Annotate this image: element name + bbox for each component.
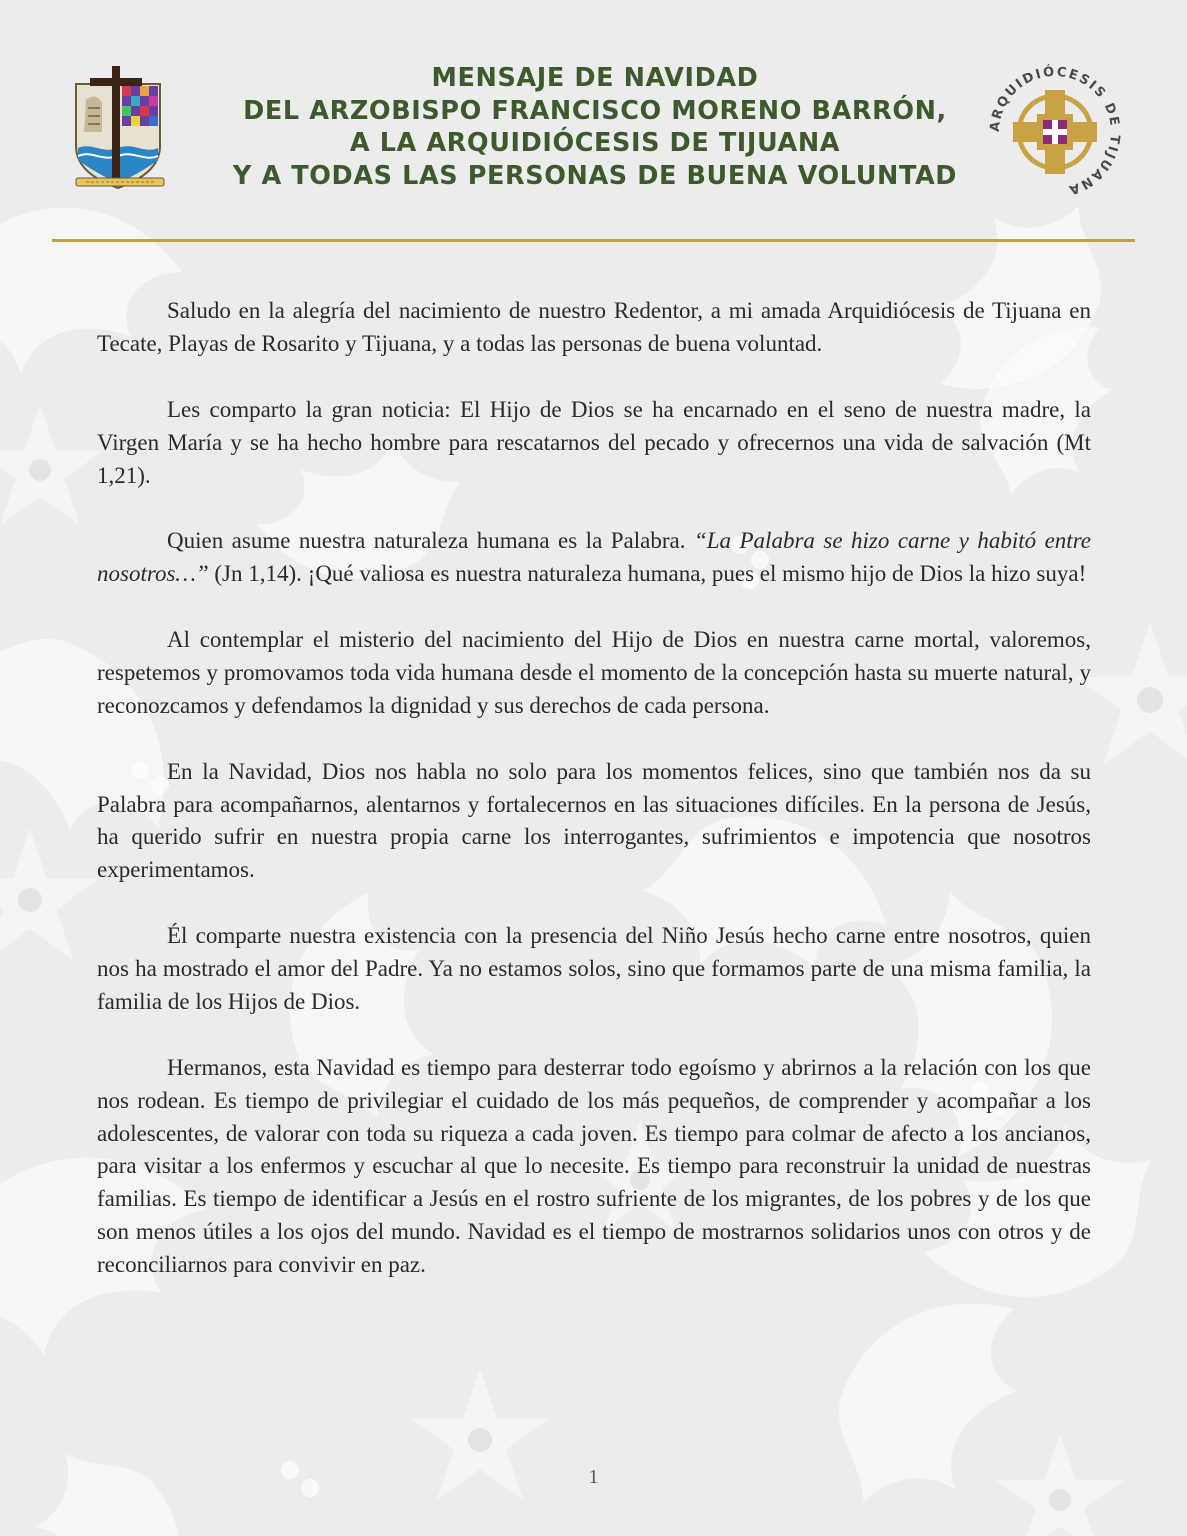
- page-title: [215, 62, 975, 192]
- header-divider: [52, 239, 1135, 242]
- svg-text:ARQUIDIÓCESIS DE TIJUANA: ARQUIDIÓCESIS DE TIJUANA: [987, 64, 1123, 198]
- page-number: 1: [588, 1466, 599, 1488]
- archbishop-coat-of-arms-icon: [62, 60, 174, 194]
- paragraph-6: Él comparte nuestra existencia con la presencia del Niño Jesús hecho carne entre nosotros, quien nos ha mostrado el amor del Padre. Ya no estamos solos, sino que formamos parte de una misma familia, la familia de los Hijos de Dios.: [97, 923, 1091, 1014]
- title-line-2: DEL ARZOBISPO FRANCISCO MORENO BARRÓN,: [243, 95, 947, 126]
- archdiocese-seal-icon: [986, 63, 1124, 201]
- title-line-3: A LA ARQUIDIÓCESIS DE TIJUANA: [349, 128, 841, 158]
- paragraph-1: Saludo en la alegría del nacimiento de nuestro Redentor, a mi amada Arquidiócesis de Tijuana en Tecate, Playas de Rosarito y Tijuana, y a todas las personas de buena voluntad.: [97, 298, 1091, 356]
- paragraph-7: Hermanos, esta Navidad es tiempo para desterrar todo egoísmo y abrirnos a la relación con los que nos rodean. Es tiempo de privilegiar el cuidado de los más pequeños, de comprender y acompañar a los adolescentes, de valorar con toda su riqueza a cada joven. Es tiempo para colmar de afecto a los ancianos, para visitar a los enfermos y escuchar al que lo necesite. Es tiempo para reconstruir la unidad de nuestras familias. Es tiempo de identificar a Jesús en el rostro sufriente de los migrantes, de los pobres y de los que son menos útiles a los ojos del mundo. Navidad es el tiempo de mostrarnos solidarios unos con otros y de reconciliarnos para convivir en paz.: [97, 1054, 1091, 1278]
- paragraph-4: Al contemplar el misterio del nacimiento del Hijo de Dios en nuestra carne mortal, valoremos, respetemos y promovamos toda vida humana desde el momento de la concepción hasta su muerte natural, y reconozcamos y defendamos la dignidad y sus derechos de cada persona.: [97, 627, 1091, 718]
- letter-header: [0, 0, 1187, 240]
- paragraph-3: [97, 525, 1091, 591]
- paragraph-5: En la Navidad, Dios nos habla no solo para los momentos felices, sino que también nos da su Palabra para acompañarnos, alentarnos y fortalecernos en las situaciones difíciles. En la persona de Jesús, ha querido sufrir en nuestra propia carne los interrogantes, sufrimientos e impotencia que nosotros experimentamos.: [97, 758, 1091, 883]
- letter-body: [97, 295, 1091, 1315]
- scripture-quote: “La Palabra se hizo carne y habitó entre nosotros…”: [97, 528, 1092, 587]
- paragraph-3-rest: (Jn 1,14). ¡Qué valiosa es nuestra naturaleza humana, pues el mismo hijo de Dios la hizo suya!: [214, 561, 1087, 587]
- title-line-4: Y A TODAS LAS PERSONAS DE BUENA VOLUNTAD: [232, 160, 958, 191]
- title-line-1: MENSAJE DE NAVIDAD: [431, 63, 759, 93]
- paragraph-3-intro: Quien asume nuestra naturaleza humana es la Palabra.: [167, 528, 686, 554]
- paragraph-2: Les comparto la gran noticia: El Hijo de Dios se ha encarnado en el seno de nuestra madre, la Virgen María y se ha hecho hombre para rescatarnos del pecado y ofrecernos una vida de salvación (Mt 1,21).: [97, 396, 1091, 488]
